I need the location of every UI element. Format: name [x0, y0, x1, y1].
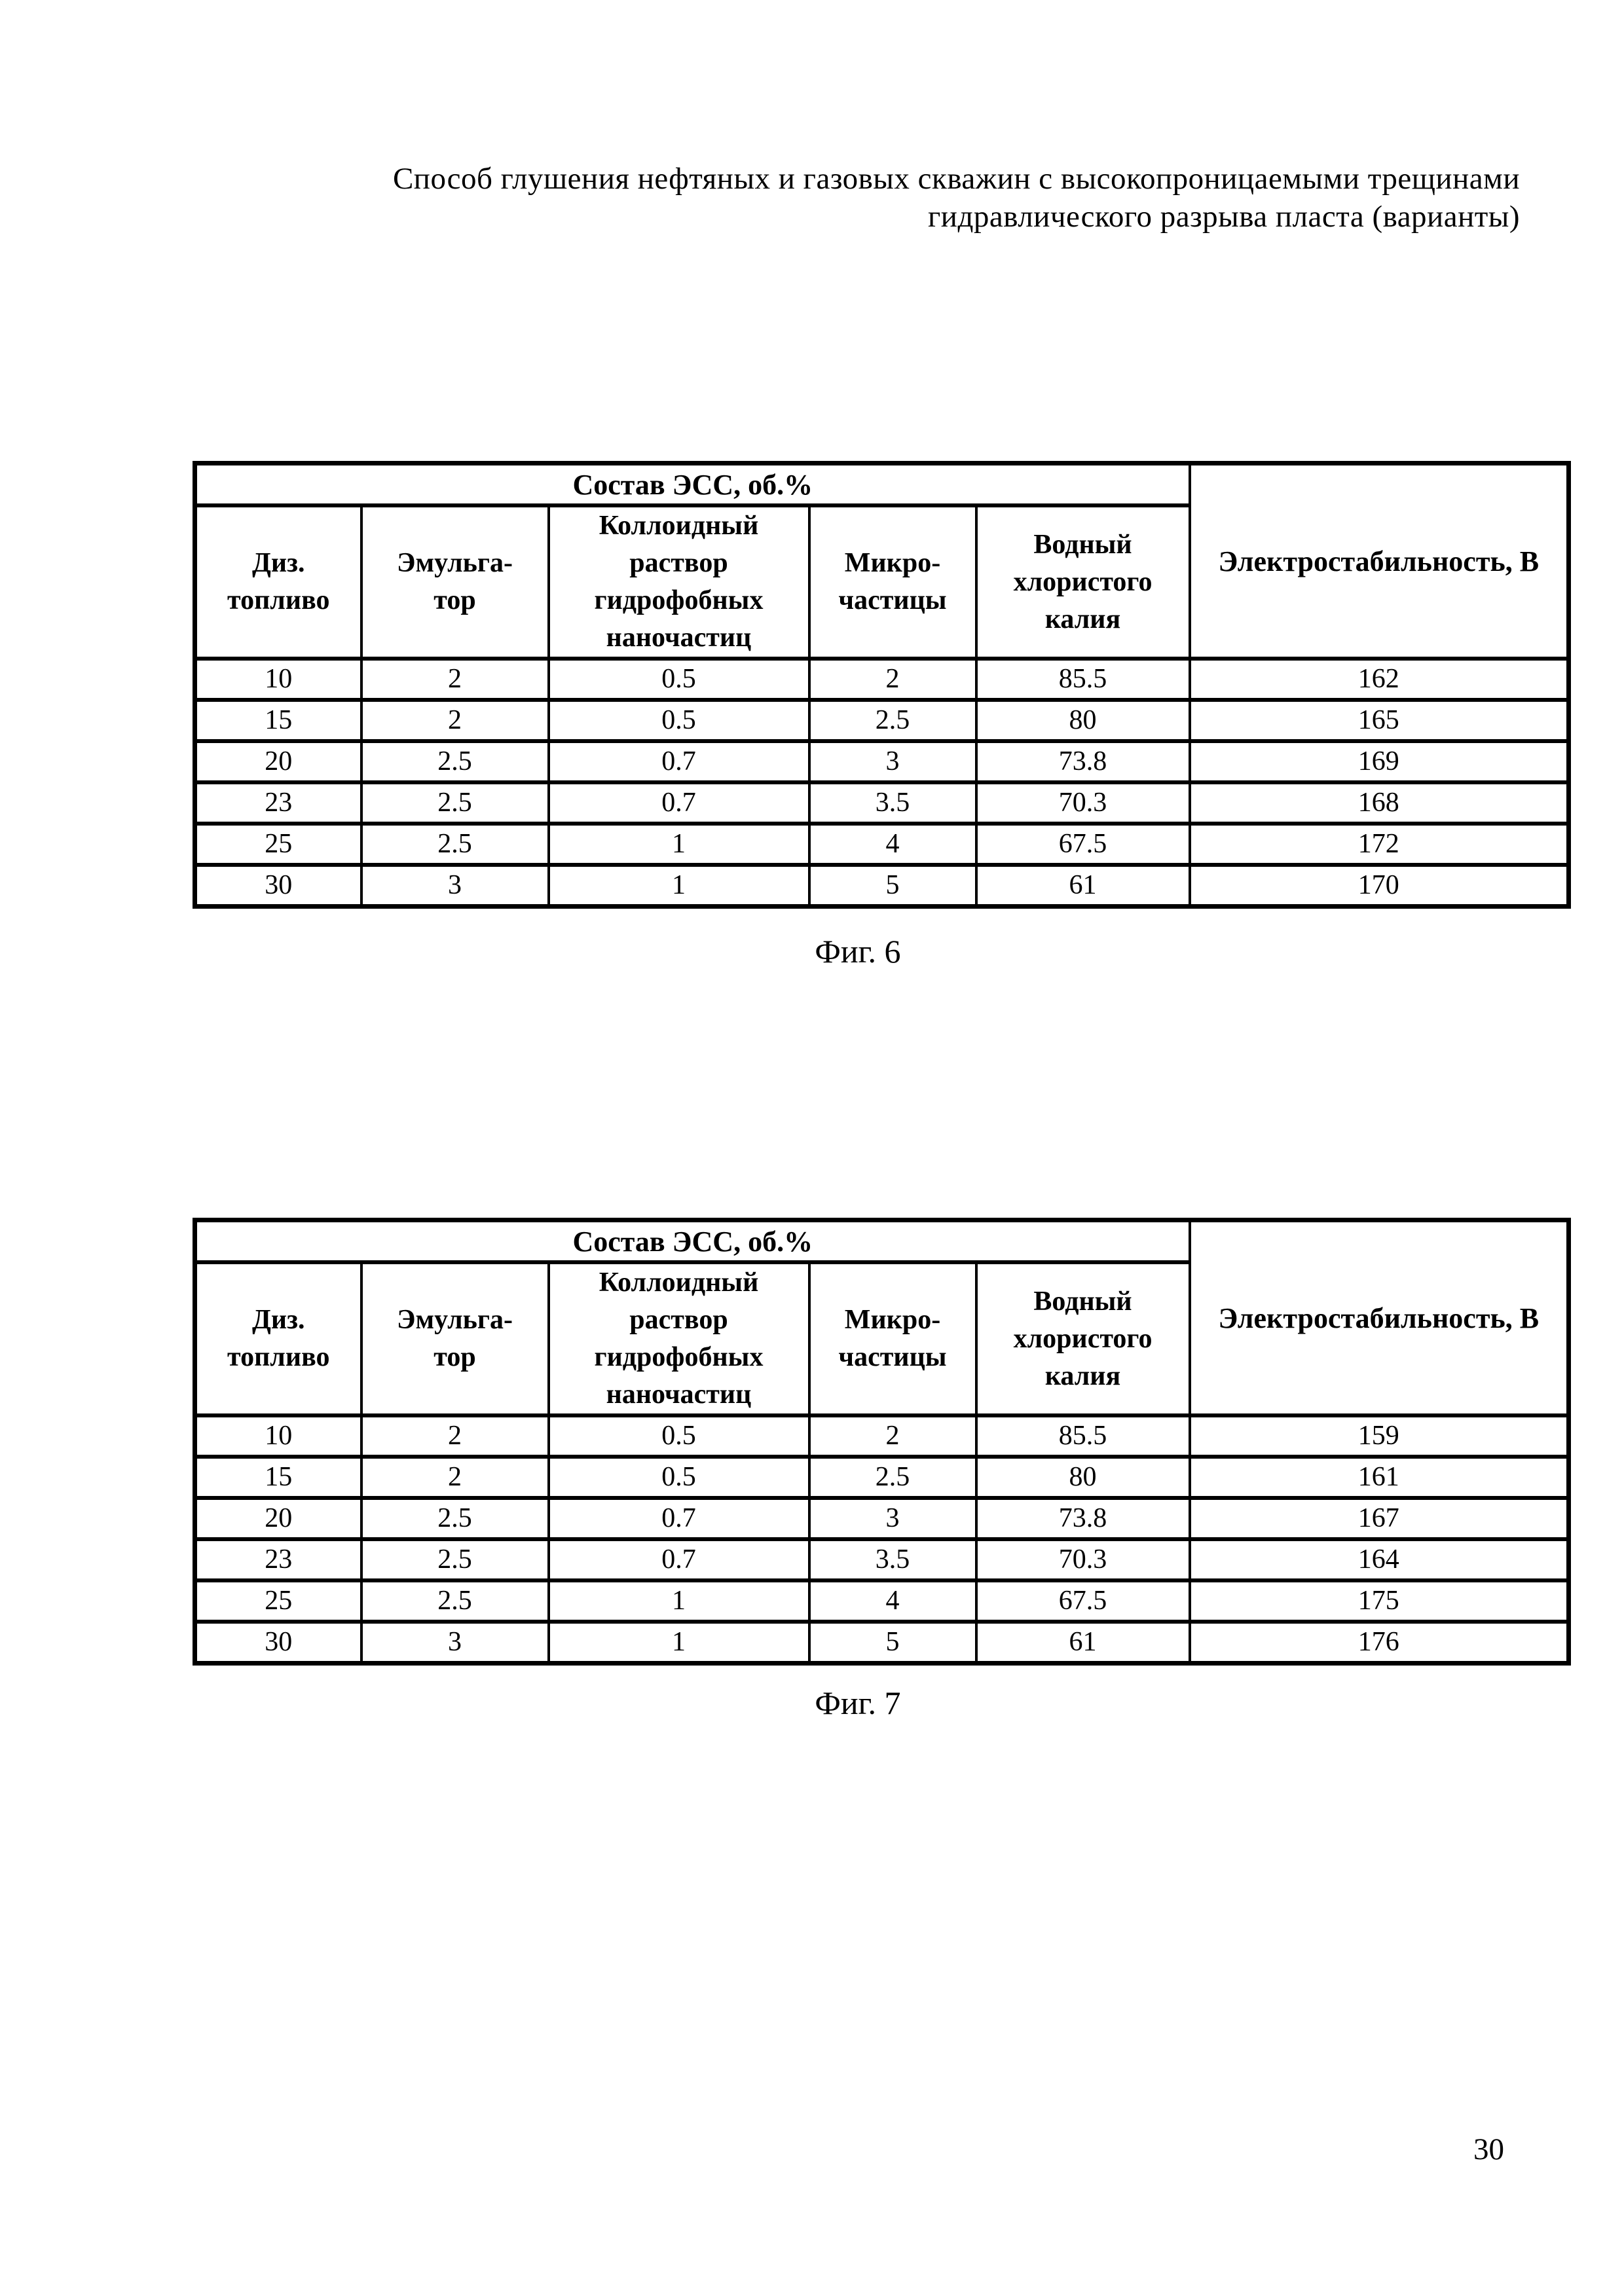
cell: 67.5 [976, 1580, 1190, 1622]
cell: 85.5 [976, 659, 1190, 700]
cell: 0.5 [549, 1457, 809, 1498]
col-header-electrostability: Электростабильность, В [1190, 1220, 1569, 1416]
cell: 70.3 [976, 782, 1190, 824]
table-row [195, 659, 1569, 700]
cell: 4 [809, 1580, 976, 1622]
cell: 0.5 [549, 659, 809, 700]
cell: 85.5 [976, 1415, 1190, 1457]
table-row [195, 1498, 1569, 1539]
table-row [195, 824, 1569, 865]
cell: 80 [976, 1457, 1190, 1498]
cell: 2 [809, 659, 976, 700]
table-row [195, 782, 1569, 824]
cell: 165 [1190, 700, 1569, 741]
group-header-composition: Состав ЭСС, об.% [195, 464, 1190, 506]
cell: 170 [1190, 865, 1569, 907]
cell: 161 [1190, 1457, 1569, 1498]
cell: 0.7 [549, 782, 809, 824]
cell: 0.5 [549, 1415, 809, 1457]
cell: 175 [1190, 1580, 1569, 1622]
cell: 3 [361, 865, 549, 907]
cell: 67.5 [976, 824, 1190, 865]
cell: 1 [549, 1580, 809, 1622]
cell: 73.8 [976, 741, 1190, 782]
cell: 23 [195, 1539, 361, 1580]
cell: 2.5 [361, 782, 549, 824]
cell: 164 [1190, 1539, 1569, 1580]
document-title [223, 160, 1520, 236]
fig6-table [193, 461, 1571, 909]
document-title-line-2: гидравлического разрыва пласта (варианты) [928, 200, 1520, 234]
cell: 169 [1190, 741, 1569, 782]
cell: 23 [195, 782, 361, 824]
cell: 70.3 [976, 1539, 1190, 1580]
cell: 2.5 [361, 741, 549, 782]
col-header-microparticles: Микро- частицы [809, 505, 976, 659]
cell: 2 [361, 700, 549, 741]
cell: 2.5 [809, 1457, 976, 1498]
cell: 167 [1190, 1498, 1569, 1539]
cell: 25 [195, 1580, 361, 1622]
cell: 3 [809, 741, 976, 782]
cell: 3.5 [809, 1539, 976, 1580]
group-header-composition: Состав ЭСС, об.% [195, 1220, 1190, 1263]
col-header-electrostability: Электростабильность, В [1190, 464, 1569, 659]
cell: 0.7 [549, 1498, 809, 1539]
cell: 172 [1190, 824, 1569, 865]
cell: 2.5 [361, 1580, 549, 1622]
cell: 30 [195, 865, 361, 907]
col-header-emulsifier: Эмульга- тор [361, 505, 549, 659]
col-header-kcl-solution: Водный хлористого калия [976, 505, 1190, 659]
cell: 20 [195, 1498, 361, 1539]
table-group-header-row [195, 1220, 1569, 1263]
cell: 2 [361, 1457, 549, 1498]
cell: 0.5 [549, 700, 809, 741]
cell: 15 [195, 700, 361, 741]
col-header-kcl-solution: Водный хлористого калия [976, 1262, 1190, 1415]
table-group-header-row [195, 464, 1569, 506]
table-row [195, 1457, 1569, 1498]
cell: 80 [976, 700, 1190, 741]
figure-7-caption: Фиг. 7 [815, 1685, 901, 1721]
cell: 3.5 [809, 782, 976, 824]
cell: 5 [809, 1622, 976, 1664]
cell: 168 [1190, 782, 1569, 824]
page-number: 30 [1473, 2132, 1504, 2166]
cell: 30 [195, 1622, 361, 1664]
cell: 1 [549, 865, 809, 907]
cell: 10 [195, 1415, 361, 1457]
cell: 4 [809, 824, 976, 865]
cell: 3 [809, 1498, 976, 1539]
cell: 2.5 [361, 1539, 549, 1580]
cell: 73.8 [976, 1498, 1190, 1539]
cell: 1 [549, 1622, 809, 1664]
table-row [195, 1539, 1569, 1580]
cell: 0.7 [549, 1539, 809, 1580]
cell: 2 [361, 659, 549, 700]
table-row [195, 1415, 1569, 1457]
cell: 2 [809, 1415, 976, 1457]
cell: 2.5 [361, 824, 549, 865]
cell: 159 [1190, 1415, 1569, 1457]
cell: 15 [195, 1457, 361, 1498]
table-row [195, 741, 1569, 782]
cell: 1 [549, 824, 809, 865]
cell: 176 [1190, 1622, 1569, 1664]
document-title-line-1: Способ глушения нефтяных и газовых скважин с высокопроницаемыми трещинами [392, 162, 1520, 196]
cell: 2.5 [809, 700, 976, 741]
table-row [195, 1580, 1569, 1622]
cell: 20 [195, 741, 361, 782]
table-row [195, 700, 1569, 741]
cell: 162 [1190, 659, 1569, 700]
cell: 0.7 [549, 741, 809, 782]
cell: 10 [195, 659, 361, 700]
cell: 5 [809, 865, 976, 907]
fig7-table [193, 1218, 1571, 1666]
table-row [195, 1622, 1569, 1664]
cell: 2 [361, 1415, 549, 1457]
col-header-emulsifier: Эмульга- тор [361, 1262, 549, 1415]
col-header-diesel-fuel: Диз. топливо [195, 505, 361, 659]
cell: 61 [976, 1622, 1190, 1664]
figure-6-caption: Фиг. 6 [815, 933, 901, 970]
col-header-colloid-solution: Коллоидный раствор гидрофобных наночастиц [549, 505, 809, 659]
cell: 25 [195, 824, 361, 865]
table-row [195, 865, 1569, 907]
col-header-diesel-fuel: Диз. топливо [195, 1262, 361, 1415]
col-header-microparticles: Микро- частицы [809, 1262, 976, 1415]
cell: 3 [361, 1622, 549, 1664]
col-header-colloid-solution: Коллоидный раствор гидрофобных наночастиц [549, 1262, 809, 1415]
cell: 2.5 [361, 1498, 549, 1539]
cell: 61 [976, 865, 1190, 907]
